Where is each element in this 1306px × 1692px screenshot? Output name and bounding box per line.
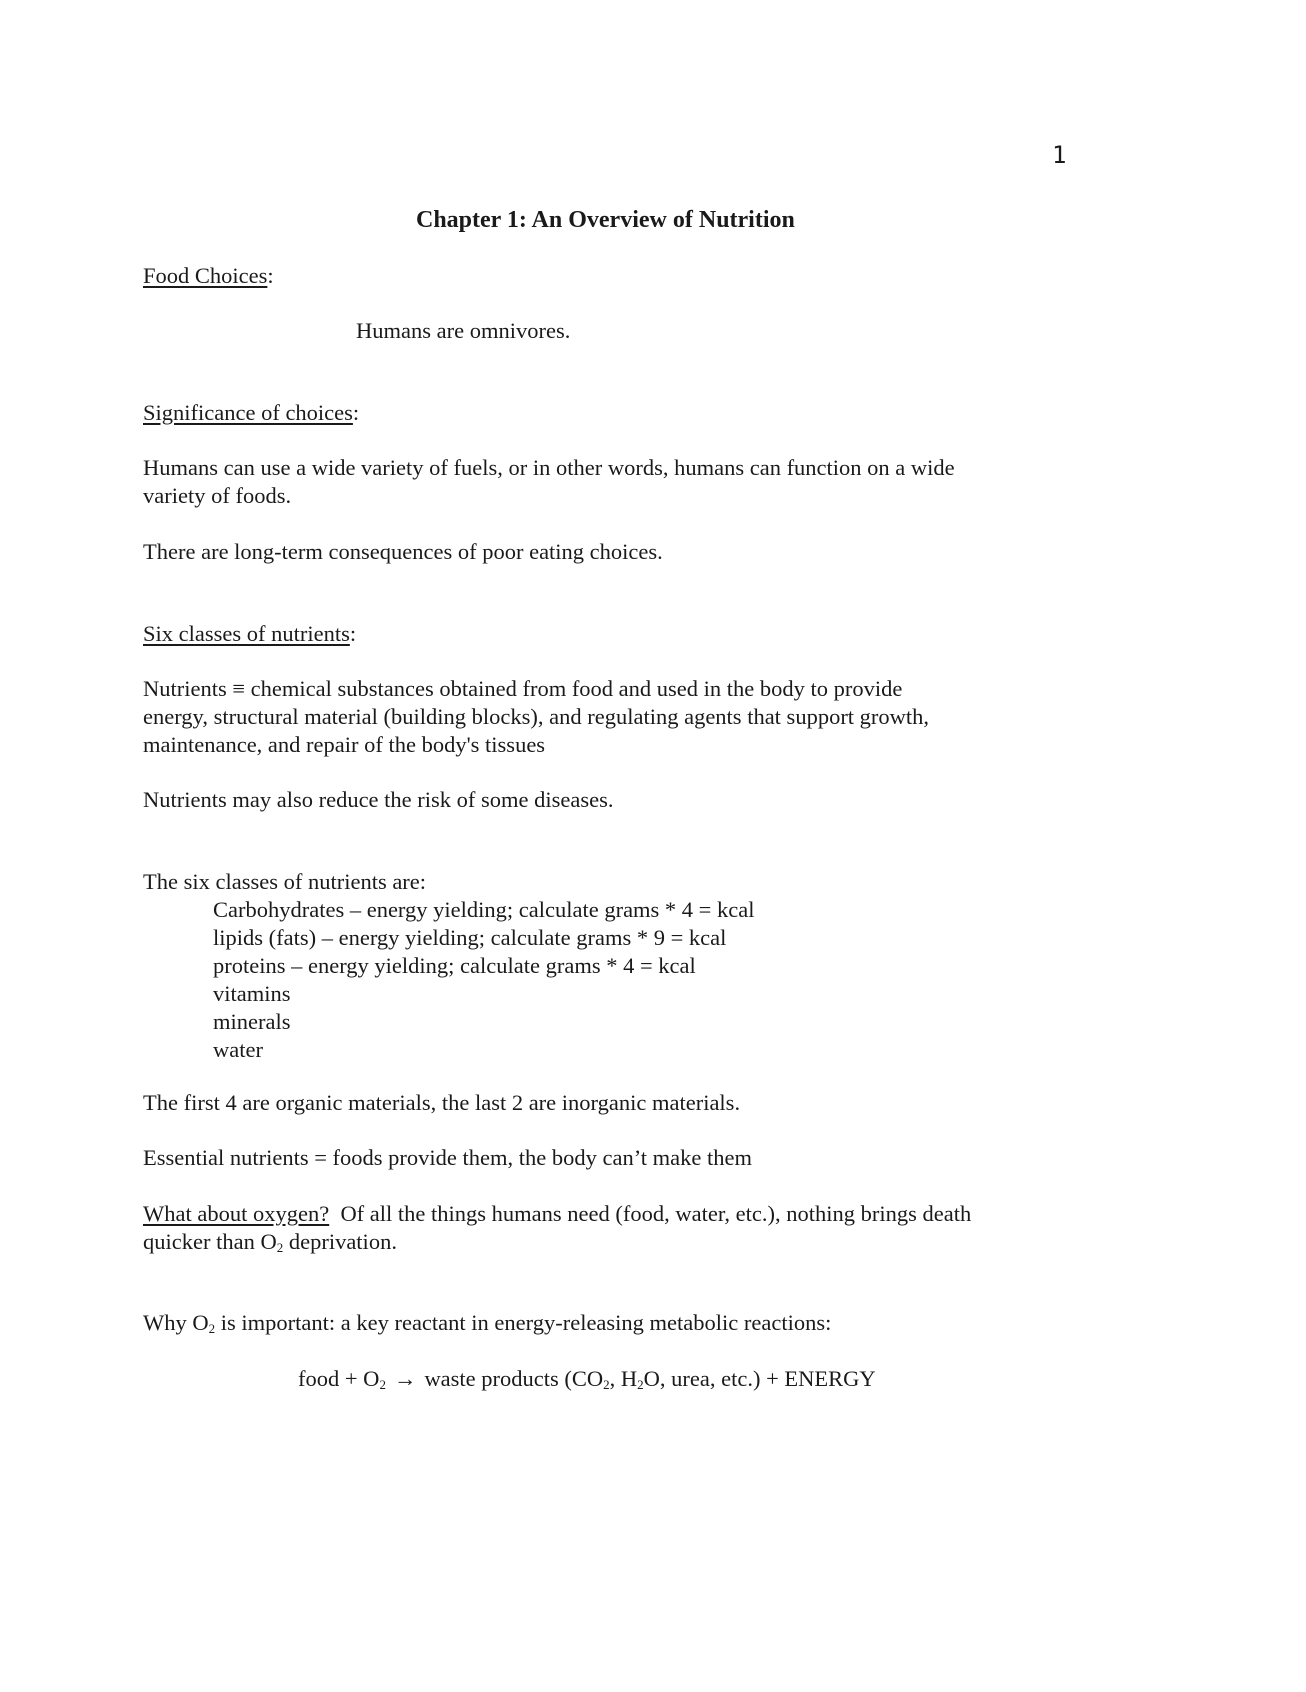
definition-line-2: energy, structural material (building blocks), and regulating agents that support growth,	[143, 704, 930, 729]
equation-lhs-subscript: 2	[379, 1377, 386, 1392]
organic-text: The first 4 are organic materials, the last 2 are inorganic materials.	[143, 1090, 741, 1115]
list-item: Carbohydrates – energy yielding; calculate grams * 4 = kcal	[213, 897, 755, 922]
chapter-title: Chapter 1: An Overview of Nutrition	[416, 207, 795, 233]
consequences-text: There are long-term consequences of poor eating choices.	[143, 539, 663, 564]
list-item: water	[213, 1037, 263, 1062]
significance-heading: Significance of choices	[143, 400, 353, 425]
definition-line-1: Nutrients ≡ chemical substances obtained from food and used in the body to provide	[143, 676, 903, 701]
why-subscript: 2	[208, 1321, 216, 1336]
food-choices-heading: Food Choices	[143, 263, 268, 288]
definition-line-3: maintenance, and repair of the body's tissues	[143, 732, 546, 757]
six-classes-heading: Six classes of nutrients	[143, 621, 350, 646]
equation-rhs-post: O, urea, etc.) + ENERGY	[643, 1366, 876, 1391]
oxygen-line-1-text: Of all the things humans need (food, water, etc.), nothing brings death	[340, 1201, 972, 1226]
food-choices-heading-line	[143, 261, 274, 291]
equation-co2-subscript: 2	[603, 1377, 610, 1392]
risk-text: Nutrients may also reduce the risk of some diseases.	[143, 787, 614, 812]
six-classes-heading-line	[143, 619, 356, 649]
oxygen-line-1	[143, 1199, 971, 1229]
oxygen-line-2-post: deprivation.	[283, 1229, 397, 1254]
metabolic-equation	[298, 1364, 876, 1394]
oxygen-subscript: 2	[276, 1240, 284, 1255]
why-post: is important: a key reactant in energy-releasing metabolic reactions:	[215, 1310, 832, 1335]
fuels-line-2: variety of foods.	[143, 483, 292, 508]
why-oxygen-line	[143, 1308, 831, 1338]
why-pre: Why O	[143, 1310, 209, 1335]
six-classes-colon: :	[349, 621, 357, 646]
equation-rhs-mid: , H	[609, 1366, 638, 1391]
oxygen-line-2-pre: quicker than O	[143, 1229, 277, 1254]
list-item: lipids (fats) – energy yielding; calculate grams * 9 = kcal	[213, 925, 727, 950]
list-item: minerals	[213, 1009, 291, 1034]
significance-heading-line	[143, 398, 359, 428]
oxygen-line-2	[143, 1227, 397, 1257]
equation-lhs: food + O	[298, 1366, 380, 1391]
equation-h2o-subscript: 2	[637, 1377, 644, 1392]
essential-text: Essential nutrients = foods provide them, the body can’t make them	[143, 1145, 753, 1170]
omnivores-text: Humans are omnivores.	[356, 318, 571, 343]
significance-colon: :	[352, 400, 360, 425]
list-item: vitamins	[213, 981, 291, 1006]
oxygen-heading: What about oxygen?	[143, 1201, 330, 1226]
list-intro: The six classes of nutrients are:	[143, 869, 427, 894]
list-item: proteins – energy yielding; calculate grams * 4 = kcal	[213, 953, 696, 978]
equation-rhs-pre: waste products (CO	[424, 1366, 604, 1391]
right-arrow-icon: →	[393, 1366, 417, 1391]
food-choices-colon: :	[267, 263, 274, 288]
fuels-line-1: Humans can use a wide variety of fuels, or in other words, humans can function on a wide	[143, 455, 955, 480]
page-number: 1	[1052, 141, 1067, 169]
